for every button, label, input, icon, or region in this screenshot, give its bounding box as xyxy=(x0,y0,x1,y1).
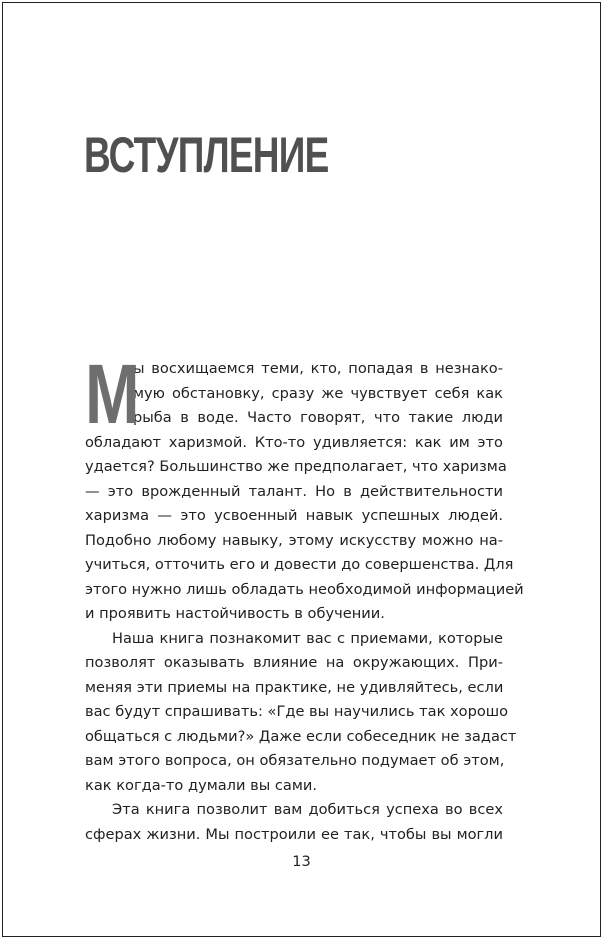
page-number: 13 xyxy=(292,853,311,870)
text-line: и проявить настойчивость в обучении. xyxy=(85,605,385,622)
text-line: как когда-то думали вы сами. xyxy=(85,776,317,794)
body-text xyxy=(85,347,524,847)
text-line: позволят оказывать влияние на окружающих. При- xyxy=(85,654,503,671)
text-line: рыба в воде. Часто говорят, что такие люди xyxy=(133,409,503,426)
chapter-title: ВСТУПЛЕНИЕ xyxy=(84,127,329,183)
text-line: этого нужно лишь обладать необходимой информацией xyxy=(85,580,524,598)
text-line: общаться с людьми?» Даже если собеседник не задаст xyxy=(85,727,517,745)
text-line: обладают харизмой. Кто-то удивляется: как им это xyxy=(85,433,503,451)
text-line: вам этого вопроса, он обязательно подумает об этом, xyxy=(85,752,505,769)
drop-cap: М xyxy=(85,347,140,441)
text-line: удается? Большинство же предполагает, что харизма xyxy=(85,458,507,475)
text-line: харизма — это усвоенный навык успешных людей. xyxy=(85,507,503,524)
text-line: Подобно любому навыку, этому искусству можно на- xyxy=(85,531,503,549)
text-line: Эта книга позволит вам добиться успеха во всех xyxy=(112,801,503,818)
text-line: вас будут спрашивать: «Где вы научились так хорошо xyxy=(85,703,509,720)
text-line: мую обстановку, сразу же чувствует себя как xyxy=(133,384,503,402)
text-line: ы восхищаемся теми, кто, попадая в незнако- xyxy=(133,360,503,377)
text-line: Наша книга познакомит вас с приемами, которые xyxy=(112,629,503,647)
text-line: сферах жизни. Мы построили ее так, чтобы вы могли xyxy=(85,825,503,843)
text-line: учиться, отточить его и довести до совершенства. Для xyxy=(85,556,514,573)
book-page xyxy=(2,2,601,937)
text-line: меняя эти приемы на практике, не удивляйтесь, если xyxy=(85,678,504,696)
text-line: — это врожденный талант. Но в действительности xyxy=(85,482,503,500)
